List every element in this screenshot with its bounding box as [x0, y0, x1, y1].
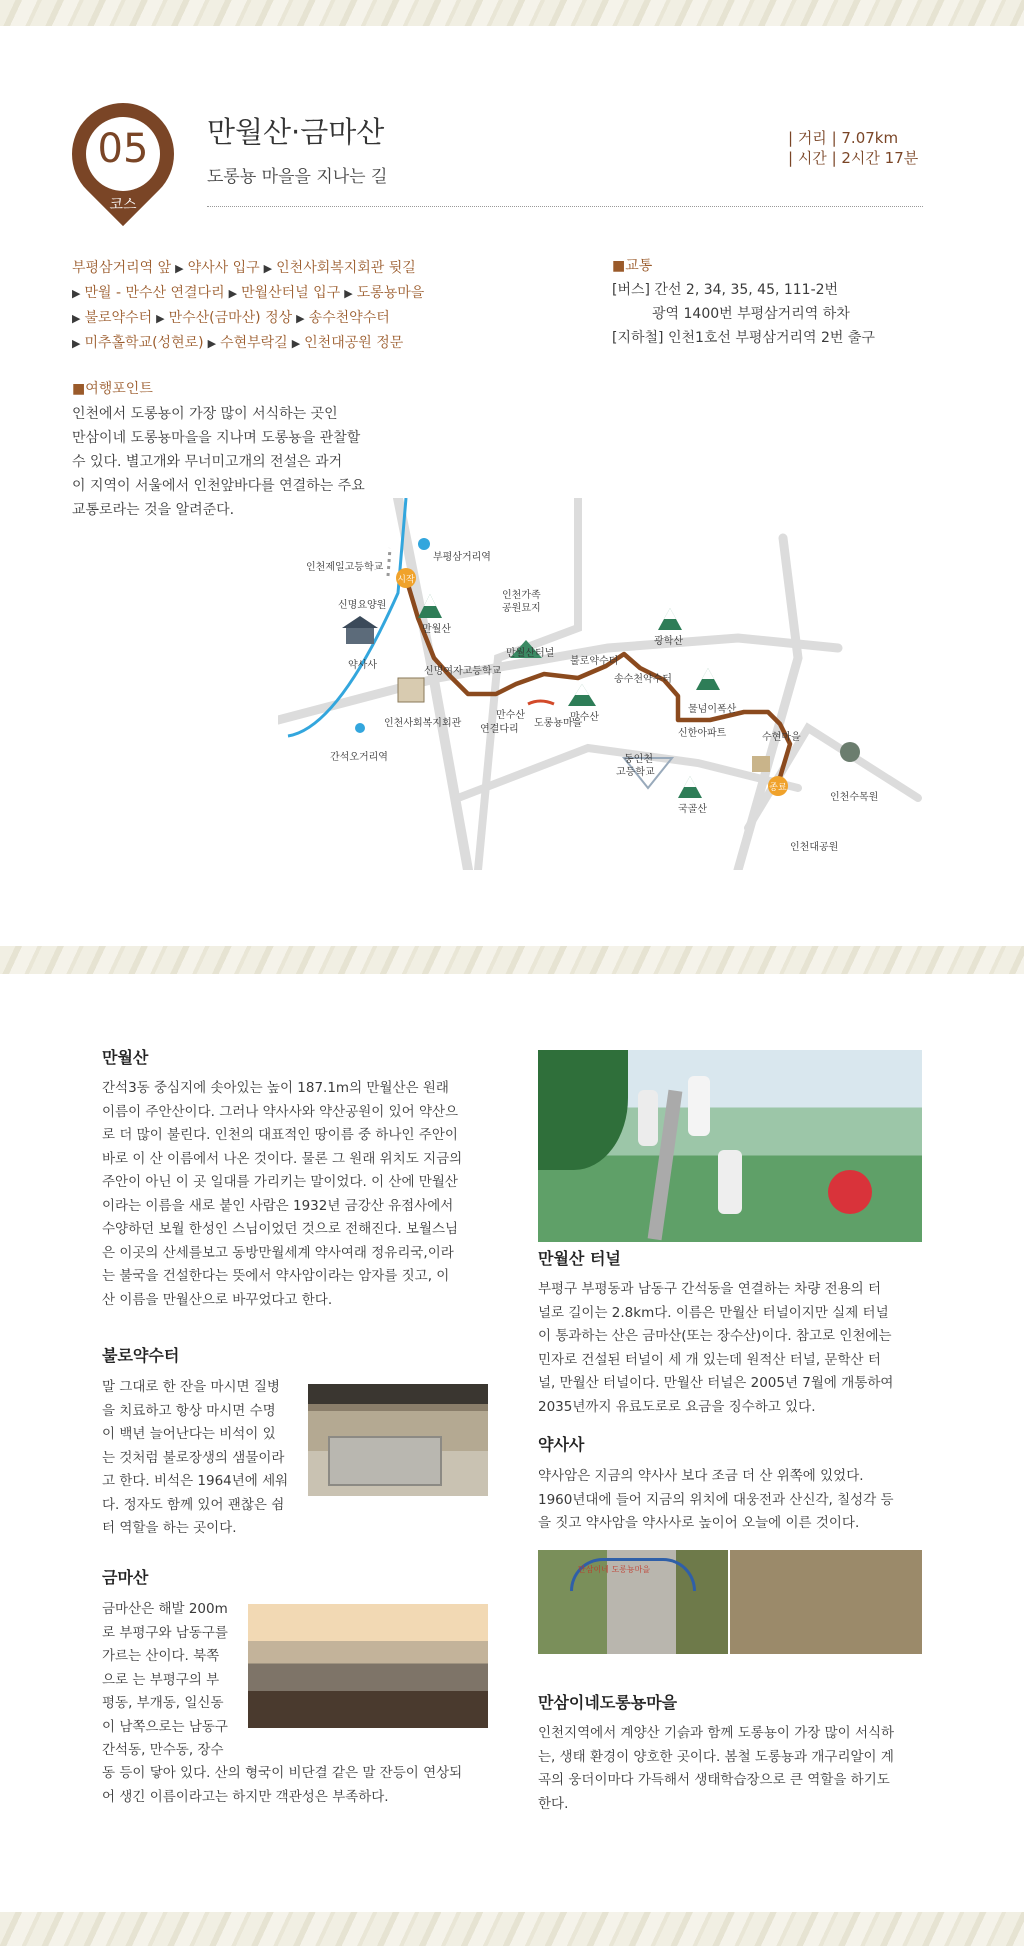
text-line: 이 남쪽으로는 남동구: [102, 1718, 228, 1735]
route-stop: 만월 - 만수산 연결다리: [84, 285, 225, 301]
map-label: 인천1호선: [288, 743, 325, 752]
route-stop: 만수산(금마산) 정상: [168, 310, 293, 326]
route-stop: 인천사회복지회관 뒷길: [276, 260, 416, 276]
text-line: 어 생긴 이름이라고는 하지만 객관성은 부족하다.: [102, 1788, 389, 1805]
transport-line: 광역 1400번 부평삼거리역 하차: [652, 306, 850, 322]
city-view-photo: [248, 1604, 488, 1728]
text-line: 가르는 산이다. 북쪽: [102, 1648, 220, 1664]
text-line: 터 역할을 하는 곳이다.: [102, 1520, 237, 1536]
map-label: 만수산: [496, 710, 525, 721]
section-text-village: [538, 1722, 928, 1816]
decorative-bottom-band: [0, 1912, 1024, 1946]
village-sign: 만삼이네 도롱뇽마을: [578, 1565, 651, 1574]
text-line: 약사암은 지금의 약사사 보다 조금 더 산 위쪽에 있었다.: [538, 1468, 864, 1484]
village-icon: [752, 756, 770, 772]
section-title-village: 만삼이네도롱뇽마을: [538, 1693, 678, 1712]
text-line: 간석동, 만수동, 장수: [102, 1742, 224, 1758]
section-text-bullo: [102, 1376, 308, 1541]
text-line: 1960년대에 들어 지금의 위치에 대웅전과 산신각, 칠성각 등: [538, 1491, 894, 1508]
travel-point-heading: ■여행포인트: [72, 381, 153, 397]
map-label: 물넘이폭산: [688, 704, 737, 715]
transport-line: [버스] 간선 2, 34, 35, 45, 111-2번: [612, 282, 839, 298]
text-line: 을 치료하고 항상 마시면 수명: [102, 1402, 276, 1419]
text-line: 는, 생태 환경이 양호한 곳이다. 봄철 도롱뇽과 개구리알이 계: [538, 1748, 894, 1765]
transport-info: [612, 278, 875, 350]
text-line: 이 통과하는 산은 금마산(또는 장수산)이다. 참고로 인천에는: [538, 1328, 892, 1344]
arrow-icon: ▶: [72, 337, 81, 350]
route-stop: 만월산터널 입구: [241, 285, 341, 301]
route-stop: 부평삼거리역 앞: [72, 260, 172, 276]
text-line: 는 불국을 건설한다는 뜻에서 약사암이라는 암자를 짓고, 이: [102, 1268, 450, 1284]
text-line: 인천지역에서 계양산 기슭과 함께 도롱뇽이 가장 많이 서식하: [538, 1725, 895, 1741]
text-line: 산 이름을 만월산으로 바꾸었다고 한다.: [102, 1291, 333, 1308]
distance: | 거리 | 7.07km: [788, 129, 899, 147]
arboretum-icon: [840, 742, 860, 762]
text-line: 을 짓고 약사암을 약사사로 높이어 오늘에 이른 것이다.: [538, 1515, 860, 1531]
map-path: [388, 548, 390, 576]
text-line: 간석3동 중심지에 솟아있는 높이 187.1m의 만월산은 원래: [102, 1080, 449, 1096]
arrow-icon: ▶: [296, 312, 305, 325]
text-line: 주안이 아닌 이 곳 일대를 가리키는 말이었다. 이 산에 만월산: [102, 1174, 458, 1190]
map-label: 고등학교: [616, 767, 655, 778]
text-line: 이 백년 늘어난다는 비석이 있: [102, 1426, 276, 1442]
section-text-yaksasa: [538, 1465, 928, 1536]
map-road: [278, 638, 838, 720]
stone-monument: [328, 1436, 442, 1486]
text-line: 로 더 많이 불린다. 인천의 대표적인 땅이름 중 하나인 주안이: [102, 1127, 458, 1143]
map-label: 만수산: [570, 712, 599, 723]
text-line: 부평구 부평동과 남동구 간석동을 연결하는 차량 전용의 터: [538, 1281, 882, 1297]
salamander-icon: [528, 701, 554, 704]
section-title-yaksasa: 약사사: [538, 1435, 585, 1454]
text-line: 널, 만월산 터널이다. 만월산 터널은 2005년 7월에 개통하여: [538, 1375, 894, 1391]
map-label: 불로약수터: [570, 656, 619, 667]
route-stop: 불로약수터: [84, 310, 153, 326]
route-stop: 미추홀학교(성현로): [84, 335, 204, 351]
map-label: 인천가족: [502, 590, 541, 601]
arrow-icon: ▶: [72, 287, 81, 300]
decorative-mid-band: [0, 946, 1024, 974]
text-line: 곡의 웅더이마다 가득해서 생태학습장으로 큰 역할을 하기도: [538, 1772, 890, 1788]
temple-icon: [346, 626, 374, 644]
map-label: 신한아파트: [678, 728, 727, 739]
mountain-snow: [575, 684, 589, 695]
arrow-icon: ▶: [175, 262, 184, 275]
route-list: [72, 256, 592, 356]
painter-figure: [718, 1150, 742, 1214]
text-line: 한다.: [538, 1795, 569, 1812]
mountain-snow: [664, 608, 676, 619]
text-line: 는 것처럼 불로장생의 샘물이라: [102, 1449, 285, 1466]
route-stop: 약사사 입구: [187, 260, 260, 276]
map-label: 간석오거리역: [330, 752, 388, 763]
transport-heading: ■교통: [612, 258, 653, 274]
text-line: 말 그대로 한 잔을 마시면 질병: [102, 1379, 280, 1395]
text-line: 로 부평구와 남동구를: [102, 1624, 228, 1641]
section-title-manwolsan: 만월산: [102, 1048, 149, 1067]
map-road: [738, 538, 798, 870]
section-text-tunnel: [538, 1278, 928, 1419]
mural-flower: [828, 1170, 872, 1214]
text-line: 다. 정자도 함께 있어 괜찮은 쉼: [102, 1496, 285, 1513]
route-stop: 도롱뇽마을: [356, 285, 425, 301]
map-label: 인천제일고등학교: [306, 562, 384, 573]
welfare-building-icon: [398, 678, 424, 702]
text-line: 2035년까지 유료도로로 요금을 징수하고 있다.: [538, 1398, 816, 1415]
text-line: 금마산은 해발 200m: [102, 1601, 228, 1617]
route-stop: 송수천약수터: [308, 310, 390, 326]
text-line: 이라는 이름을 새로 붙인 사람은 1932년 금강산 유점사에서: [102, 1197, 454, 1214]
text-line: 은 이곳의 산세를보고 동방만월세계 약사여래 정유리국,이라: [102, 1244, 454, 1261]
text-line: 으로 는 부평구의 부: [102, 1671, 220, 1688]
map-label: 만월산: [422, 624, 451, 635]
arrow-icon: ▶: [263, 262, 273, 275]
section-text-geummasan-long: [102, 1762, 502, 1809]
station-icon: [355, 723, 365, 733]
route-map: [278, 498, 924, 870]
map-label: 연결다리: [480, 724, 519, 735]
arrow-icon: ▶: [291, 337, 301, 350]
course-meta: [788, 128, 918, 168]
map-label: 송수천약수터: [614, 674, 672, 685]
station-icon: [418, 538, 430, 550]
map-label: 인천사회복지회관: [384, 718, 462, 729]
text-line: 교통로라는 것을 알려준다.: [72, 502, 235, 518]
text-line: 이 지역이 서울에서 인천앞바다를 연결하는 주요: [72, 478, 365, 494]
salamander-village-photo: [538, 1550, 922, 1654]
map-label-end: 종료: [769, 783, 787, 793]
text-line: 민자로 건설된 터널이 세 개 있는데 원적산 터널, 문학산 터: [538, 1351, 881, 1368]
map-label: 인천대공원: [790, 842, 839, 853]
arrow-icon: ▶: [228, 287, 238, 300]
section-text-geummasan-short: [102, 1598, 252, 1763]
map-label: 인천수목원: [830, 792, 879, 803]
divider: [207, 206, 923, 207]
text-line: 수양하던 보월 한성인 스님이었던 것으로 전해진다. 보월스님: [102, 1221, 459, 1237]
map-label: 신명여자고등학교: [424, 666, 502, 677]
text-line: 고 한다. 비석은 1964년에 세워: [102, 1473, 289, 1489]
page-subtitle: 도롱뇽 마을을 지나는 길: [207, 167, 388, 187]
section-title-geummasan: 금마산: [102, 1568, 149, 1587]
transport-line: [지하철] 인천1호선 부평삼거리역 2번 출구: [612, 330, 875, 346]
photo-divider: [728, 1550, 730, 1654]
map-label: 국골산: [678, 804, 707, 815]
mountain-snow: [424, 594, 436, 606]
text-line: 수 있다. 별고개와 무너미고개의 전설은 과거: [72, 454, 343, 470]
page-title: 만월산·금마산: [207, 115, 385, 149]
painter-figure: [688, 1076, 710, 1136]
text-line: 만삼이네 도롱뇽마을을 지나며 도롱뇽을 관찰할: [72, 430, 361, 446]
section-title-bullo: 불로약수터: [102, 1346, 180, 1365]
route-stop: 수현부락길: [220, 335, 288, 351]
text-line: 이름이 주안산이다. 그러나 약사사와 약산공원이 있어 약산으: [102, 1103, 459, 1120]
section-text-manwolsan: [102, 1077, 502, 1312]
map-label: 부평삼거리역: [433, 552, 491, 563]
course-label: 코스: [109, 197, 137, 213]
mountain-snow: [702, 668, 714, 679]
map-label: 만월산터널: [506, 648, 555, 659]
temple-roof: [342, 616, 378, 628]
decorative-top-band: [0, 0, 1024, 26]
map-label: 광학산: [654, 636, 683, 647]
section-title-tunnel: 만월산 터널: [538, 1249, 621, 1268]
map-label: 도롱뇽마을: [534, 718, 583, 729]
text-line: 널로 길이는 2.8km다. 이름은 만월산 터널이지만 실제 터널: [538, 1304, 889, 1321]
painter-figure: [638, 1090, 658, 1146]
map-label: 수현마을: [762, 732, 801, 743]
text-line: 동 등이 닿아 있다. 산의 형국이 비단결 같은 말 잔등이 연상되: [102, 1765, 463, 1781]
course-number: 05: [97, 126, 149, 172]
map-label-start: 시작: [397, 575, 415, 585]
mural-shape: [538, 1050, 628, 1170]
arrow-icon: ▶: [72, 312, 81, 325]
map-label: 신명요양원: [338, 600, 387, 611]
arrow-icon: ▶: [207, 337, 217, 350]
time: | 시간 | 2시간 17분: [788, 149, 919, 167]
map-label: 약사사: [348, 660, 377, 671]
map-label: 동인천: [624, 754, 653, 765]
text-line: 바로 이 산 이름에서 나온 것이다. 물론 그 원래 위치도 지금의: [102, 1150, 463, 1167]
tunnel-mural-photo: [538, 1050, 922, 1242]
text-line: 인천에서 도롱뇽이 가장 많이 서식하는 곳인: [72, 406, 338, 422]
text-line: 평동, 부개동, 일신동: [102, 1695, 224, 1711]
map-label: 공원묘지: [502, 603, 541, 614]
arrow-icon: ▶: [156, 312, 165, 325]
arrow-icon: ▶: [344, 287, 353, 300]
route-stop: 인천대공원 정문: [304, 335, 404, 351]
mountain-snow: [684, 776, 696, 787]
spring-pavilion-photo: [308, 1384, 488, 1496]
map-road: [478, 498, 578, 870]
